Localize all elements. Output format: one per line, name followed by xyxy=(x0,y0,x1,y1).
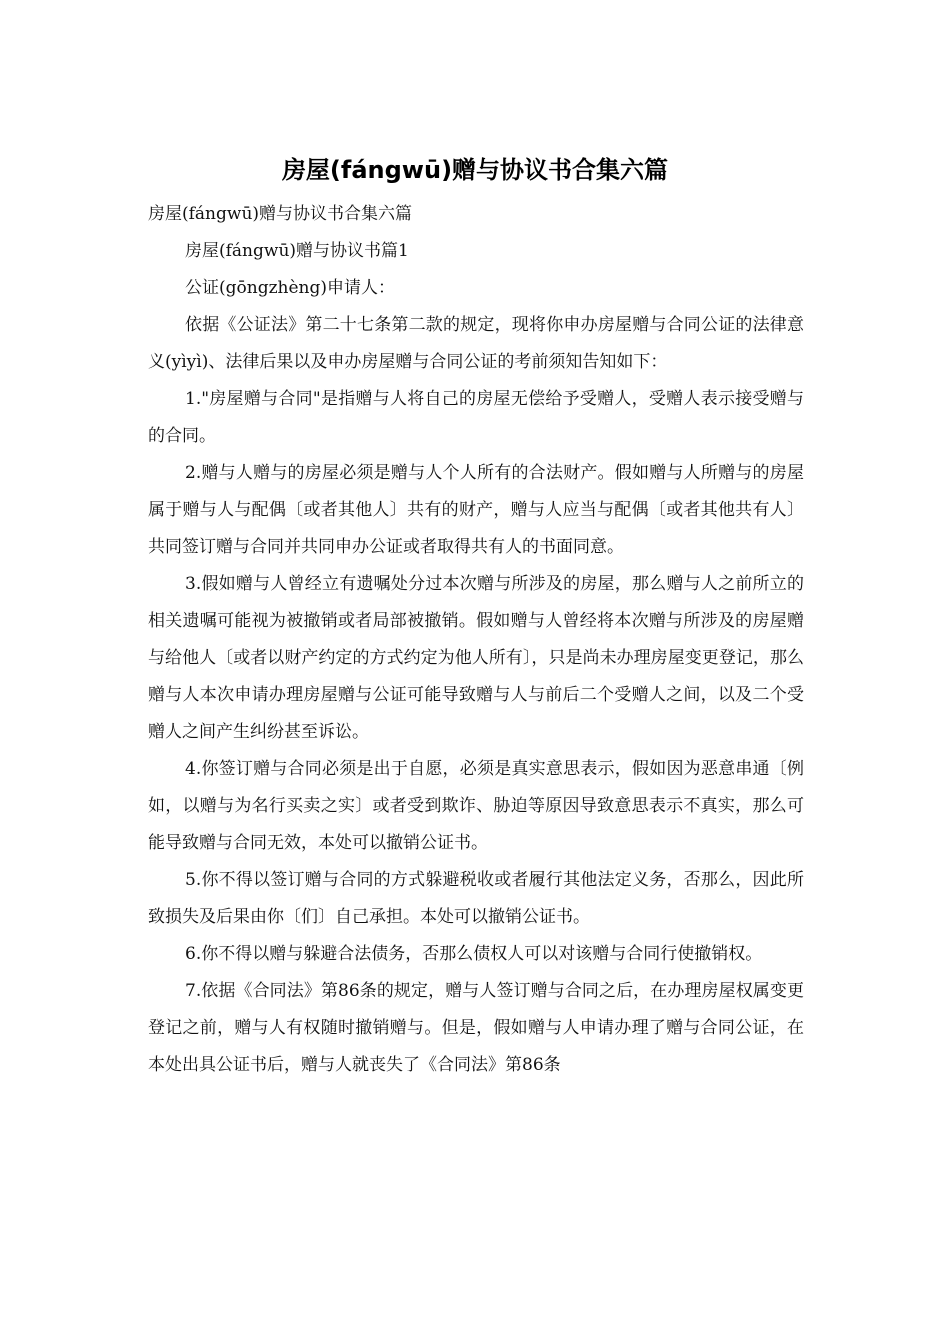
paragraph: 依据《公证法》第二十七条第二款的规定，现将你申办房屋赠与合同公证的法律意义(yìyì)、法律后果以及申办房屋赠与合同公证的考前须知告知如下： xyxy=(148,315,804,372)
paragraph: 7.依据《合同法》第86条的规定，赠与人签订赠与合同之后，在办理房屋权属变更登记之前，赠与人有权随时撤销赠与。但是，假如赠与人申请办理了赠与合同公证，在本处出具公证书后，赠与人就丧失了《合同法》第86条 xyxy=(148,981,804,1075)
paragraph: 3.假如赠与人曾经立有遗嘱处分过本次赠与所涉及的房屋，那么赠与人之前所立的相关遗嘱可能视为被撤销或者局部被撤销。假如赠与人曾经将本次赠与所涉及的房屋赠与给他人〔或者以财产约定的方式约定为他人所有〕，只是尚未办理房屋变更登记，那么赠与人本次申请办理房屋赠与公证可能导致赠与人与前后二个受赠人之间，以及二个受赠人之间产生纠纷甚至诉讼。 xyxy=(148,574,804,742)
paragraph: 4.你签订赠与合同必须是出于自愿，必须是真实意思表示，假如因为恶意串通〔例如，以赠与为名行买卖之实〕或者受到欺诈、胁迫等原因导致意思表示不真实，那么可能导致赠与合同无效，本处可以撤销公证书。 xyxy=(148,759,804,853)
paragraph: 2.赠与人赠与的房屋必须是赠与人个人所有的合法财产。假如赠与人所赠与的房屋属于赠与人与配偶〔或者其他人〕共有的财产，赠与人应当与配偶〔或者其他共有人〕共同签订赠与合同并共同申办公证或者取得共有人的书面同意。 xyxy=(148,463,804,557)
paragraph: 6.你不得以赠与躲避合法债务，否那么债权人可以对该赠与合同行使撤销权。 xyxy=(185,944,763,964)
paragraph: 房屋(fángwū)赠与协议书合集六篇 xyxy=(148,204,413,224)
paragraph: 1."房屋赠与合同"是指赠与人将自己的房屋无偿给予受赠人，受赠人表示接受赠与的合同。 xyxy=(148,389,804,446)
paragraph: 房屋(fángwū)赠与协议书篇1 xyxy=(185,241,409,261)
document-body xyxy=(148,196,804,1084)
document-title: 房屋(fángwū)赠与协议书合集六篇 xyxy=(281,156,669,184)
paragraph: 公证(gōngzhèng)申请人： xyxy=(185,278,396,298)
paragraph: 5.你不得以签订赠与合同的方式躲避税收或者履行其他法定义务，否那么，因此所致损失及后果由你〔们〕自己承担。本处可以撤销公证书。 xyxy=(148,870,804,927)
